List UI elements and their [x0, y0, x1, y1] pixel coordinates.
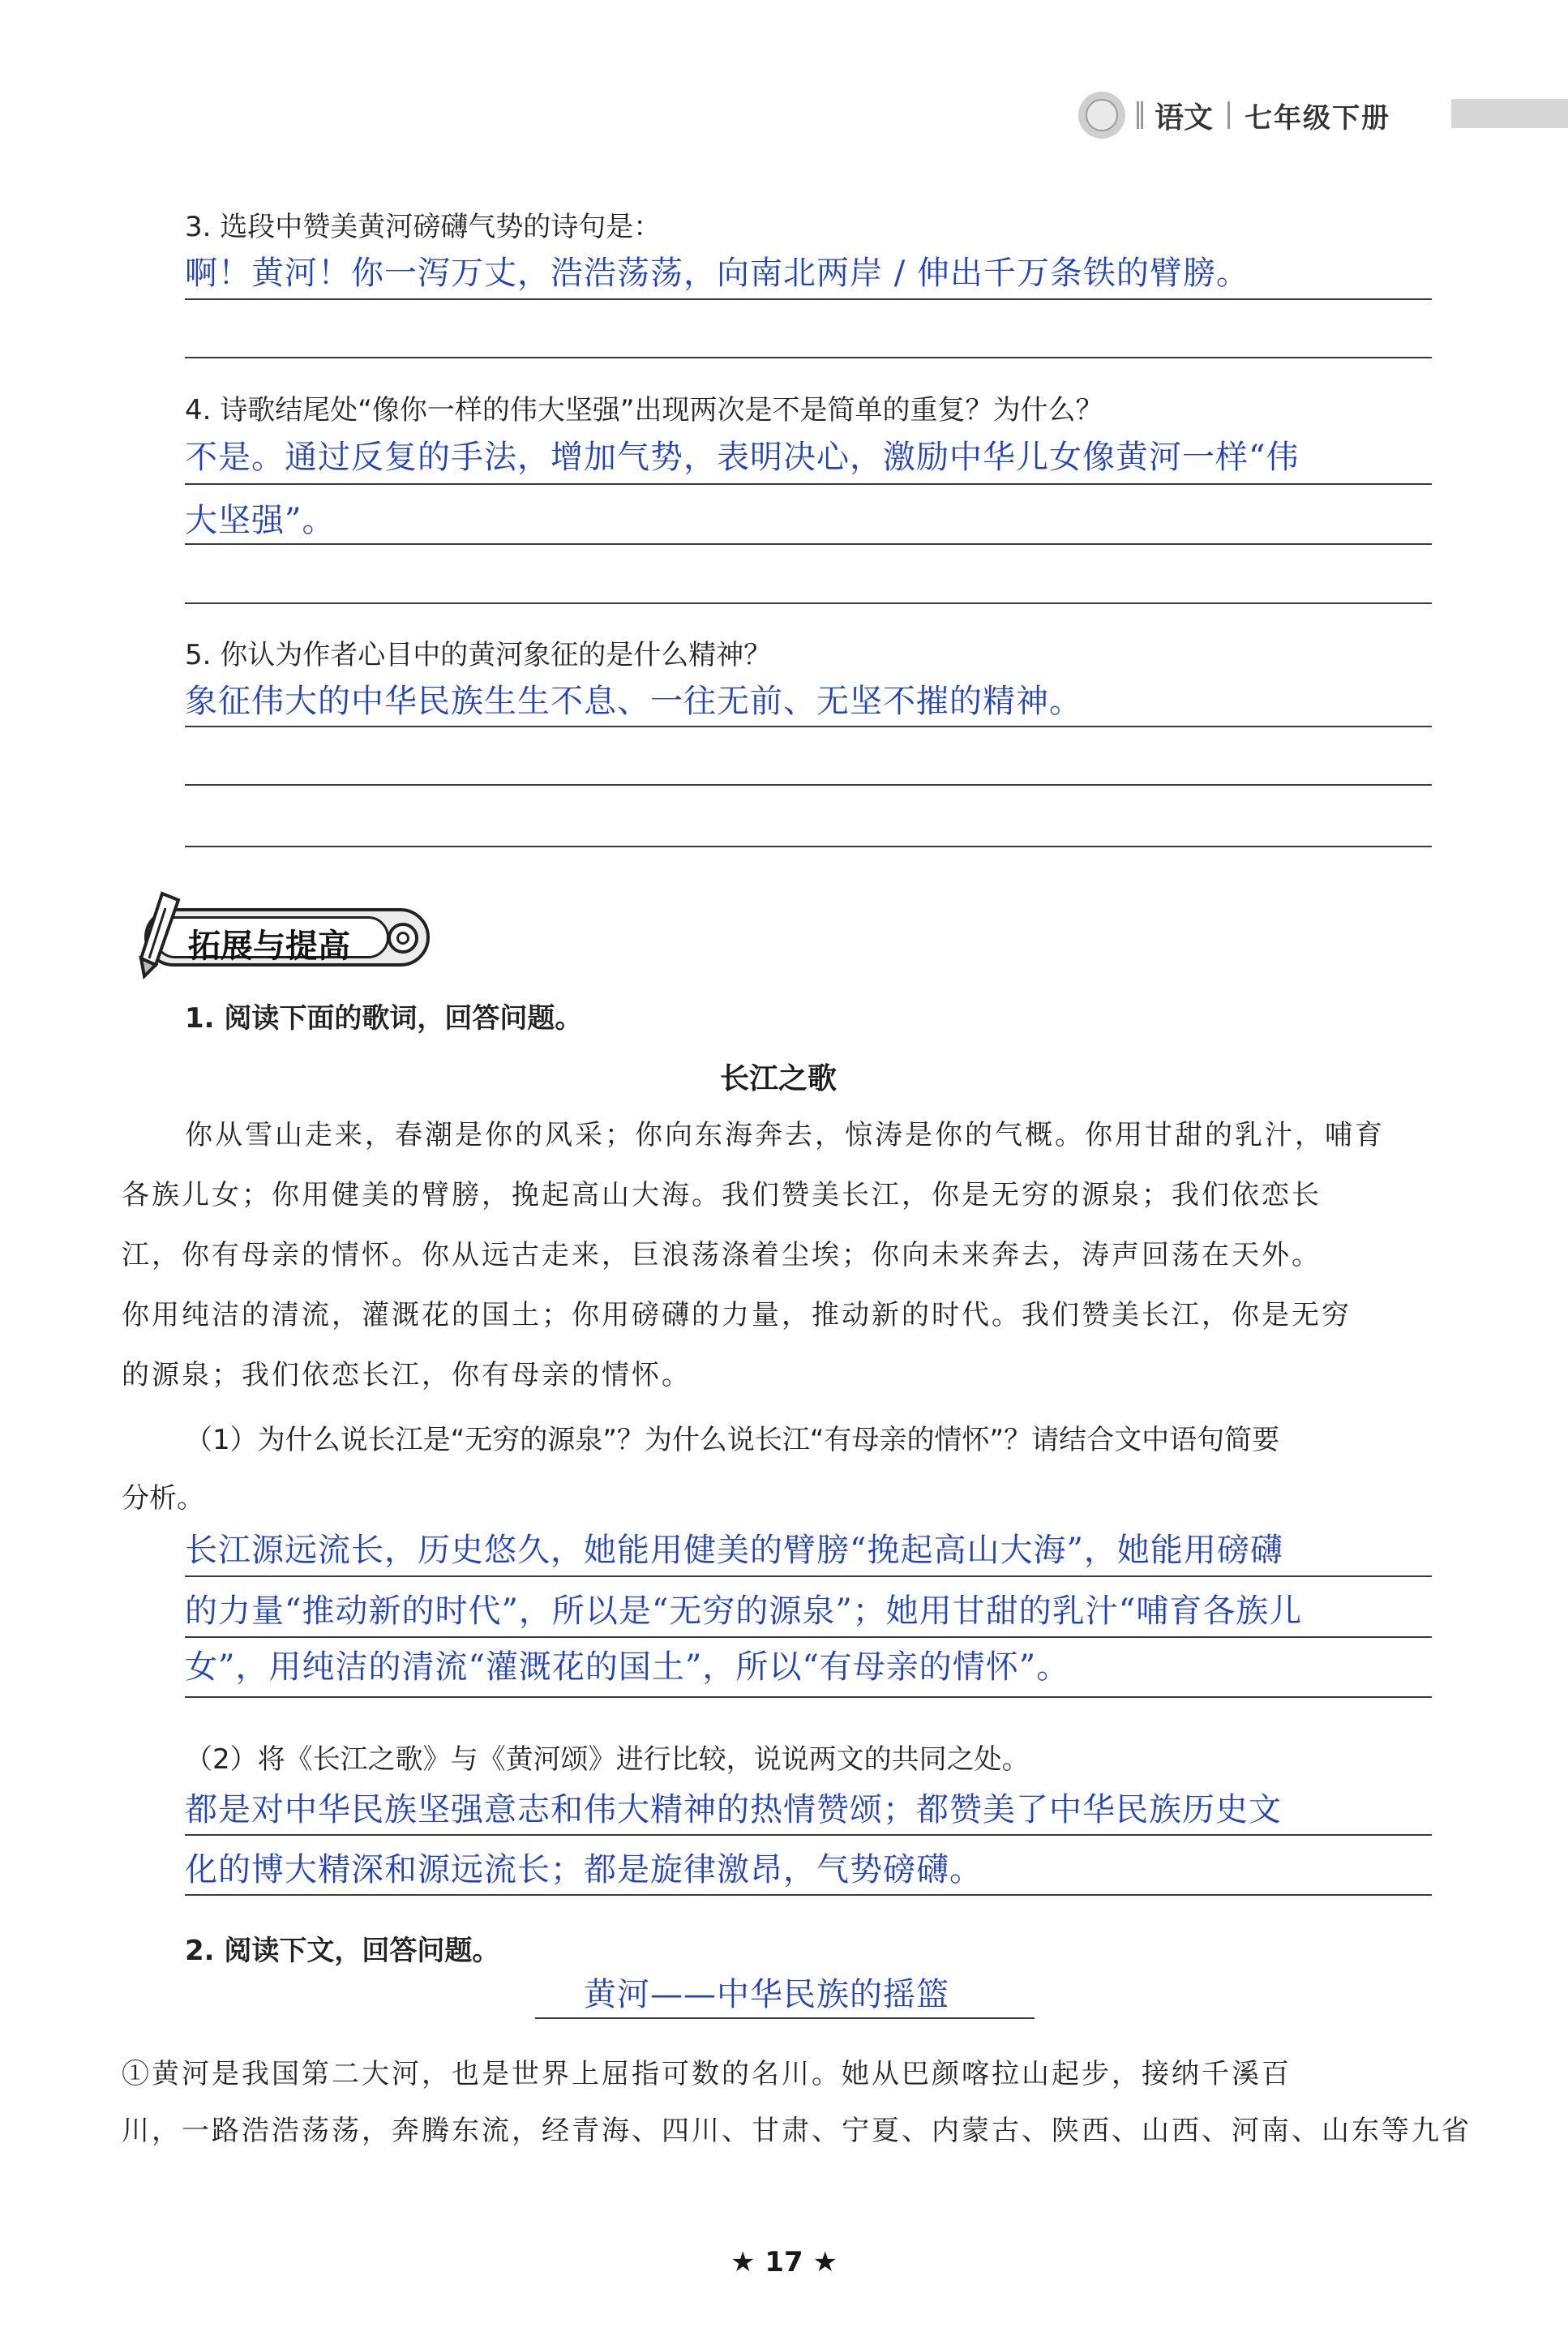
answer-line [185, 1575, 1432, 1577]
answer-line [185, 784, 1432, 786]
answer-line [185, 1834, 1432, 1836]
answer-line [185, 1894, 1432, 1896]
header-strip [1451, 99, 1568, 128]
question-4-answer-line-2: 大坚强”。 [185, 502, 336, 539]
divider [1227, 101, 1230, 129]
answer-line [185, 1696, 1432, 1698]
sub-question-2-answer-line-1: 都是对中华民族坚强意志和伟大精神的热情赞颂；都赞美了中华民族历史文 [185, 1791, 1282, 1828]
question-5-prompt: 5. 你认为作者心目中的黄河象征的是什么精神？ [185, 639, 772, 671]
sub-question-2-prompt: （2）将《长江之歌》与《黄河颂》进行比较，说说两文的共同之处。 [185, 1743, 1030, 1776]
question-3-answer: 啊！黄河！你一泻万丈，浩浩荡荡，向南北两岸 / 伸出千万条铁的臂膀。 [185, 255, 1249, 292]
question-5-answer: 象征伟大的中华民族生生不息、一往无前、无坚不摧的精神。 [185, 683, 1082, 720]
question-4-prompt: 4. 诗歌结尾处“像你一样的伟大坚强”出现两次是不是简单的重复？为什么？ [185, 394, 1103, 427]
star-icon: ★ [812, 2246, 838, 2278]
article-line-1: ①黄河是我国第二大河，也是世界上屈指可数的名川。她从巴颜喀拉山起步，接纳千溪百 [122, 2058, 1292, 2090]
pencil-icon [130, 890, 186, 979]
answer-line [185, 602, 1432, 604]
sub-question-2-answer-line-2: 化的博大精深和源远流长；都是旋律激昂，气势磅礴。 [185, 1851, 983, 1888]
question-3-prompt: 3. 选段中赞美黄河磅礴气势的诗句是： [185, 211, 662, 243]
sun-icon [1078, 92, 1125, 139]
sub-question-1-prompt-line-1: （1）为什么说长江是“无穷的源泉”？为什么说长江“有母亲的情怀”？请结合文中语句简要 [185, 1424, 1280, 1456]
sub-question-1-answer-line-1: 长江源远流长，历史悠久，她能用健美的臂膀“挽起高山大海”，她能用磅礴 [185, 1532, 1283, 1569]
answer-line [185, 543, 1432, 545]
poem-line-3: 江，你有母亲的情怀。你从远古走来，巨浪荡涤着尘埃；你向未来奔去，涛声回荡在天外。 [122, 1239, 1322, 1271]
page-number [730, 2246, 838, 2278]
poem-line-4: 你用纯洁的清流，灌溉花的国土；你用磅礴的力量，推动新的时代。我们赞美长江，你是无穷 [122, 1299, 1352, 1331]
grade-label: 七年级下册 [1245, 101, 1391, 135]
divider [1137, 101, 1143, 129]
section-title: 拓展与提高 [188, 928, 350, 965]
exercise-1-prompt: 1. 阅读下面的歌词，回答问题。 [185, 1002, 583, 1035]
poem-line-1: 你从雪山走来，春潮是你的风采；你向东海奔去，惊涛是你的气概。你用甘甜的乳汁，哺育 [185, 1119, 1385, 1151]
subject-label: 语文 [1155, 101, 1214, 135]
article-title: 黄河——中华民族的摇篮 [584, 1976, 949, 2013]
poem-line-5: 的源泉；我们依恋长江，你有母亲的情怀。 [122, 1359, 692, 1391]
answer-line [185, 357, 1432, 358]
answer-line [185, 298, 1432, 300]
title-underline [535, 2017, 1035, 2019]
answer-line [185, 1636, 1432, 1638]
answer-line [185, 726, 1432, 727]
sub-question-1-prompt-line-2: 分析。 [122, 1482, 204, 1515]
poem-line-2: 各族儿女；你用健美的臂膀，挽起高山大海。我们赞美长江，你是无穷的源泉；我们依恋长 [122, 1179, 1322, 1211]
answer-line [185, 483, 1432, 485]
page-header [1078, 91, 1390, 139]
sub-question-1-answer-line-3: 女”，用纯洁的清流“灌溉花的国土”，所以“有母亲的情怀”。 [185, 1648, 1070, 1686]
exercise-2-prompt: 2. 阅读下文，回答问题。 [185, 1935, 500, 1967]
star-icon: ★ [730, 2246, 756, 2278]
question-4-answer-line-1: 不是。通过反复的手法，增加气势，表明决心，激励中华儿女像黄河一样“伟 [185, 439, 1300, 476]
poem-title: 长江之歌 [720, 1062, 838, 1095]
ring-icon [388, 923, 418, 954]
sub-question-1-answer-line-2: 的力量“推动新的时代”，所以是“无穷的源泉”；她用甘甜的乳汁“哺育各族儿 [185, 1592, 1303, 1630]
page-number-text: 17 [765, 2246, 803, 2278]
section-badge [130, 890, 438, 979]
article-line-2: 川，一路浩浩荡荡，奔腾东流，经青海、四川、甘肃、宁夏、内蒙古、陕西、山西、河南、山东等九省 [122, 2115, 1472, 2147]
answer-line [185, 846, 1432, 847]
